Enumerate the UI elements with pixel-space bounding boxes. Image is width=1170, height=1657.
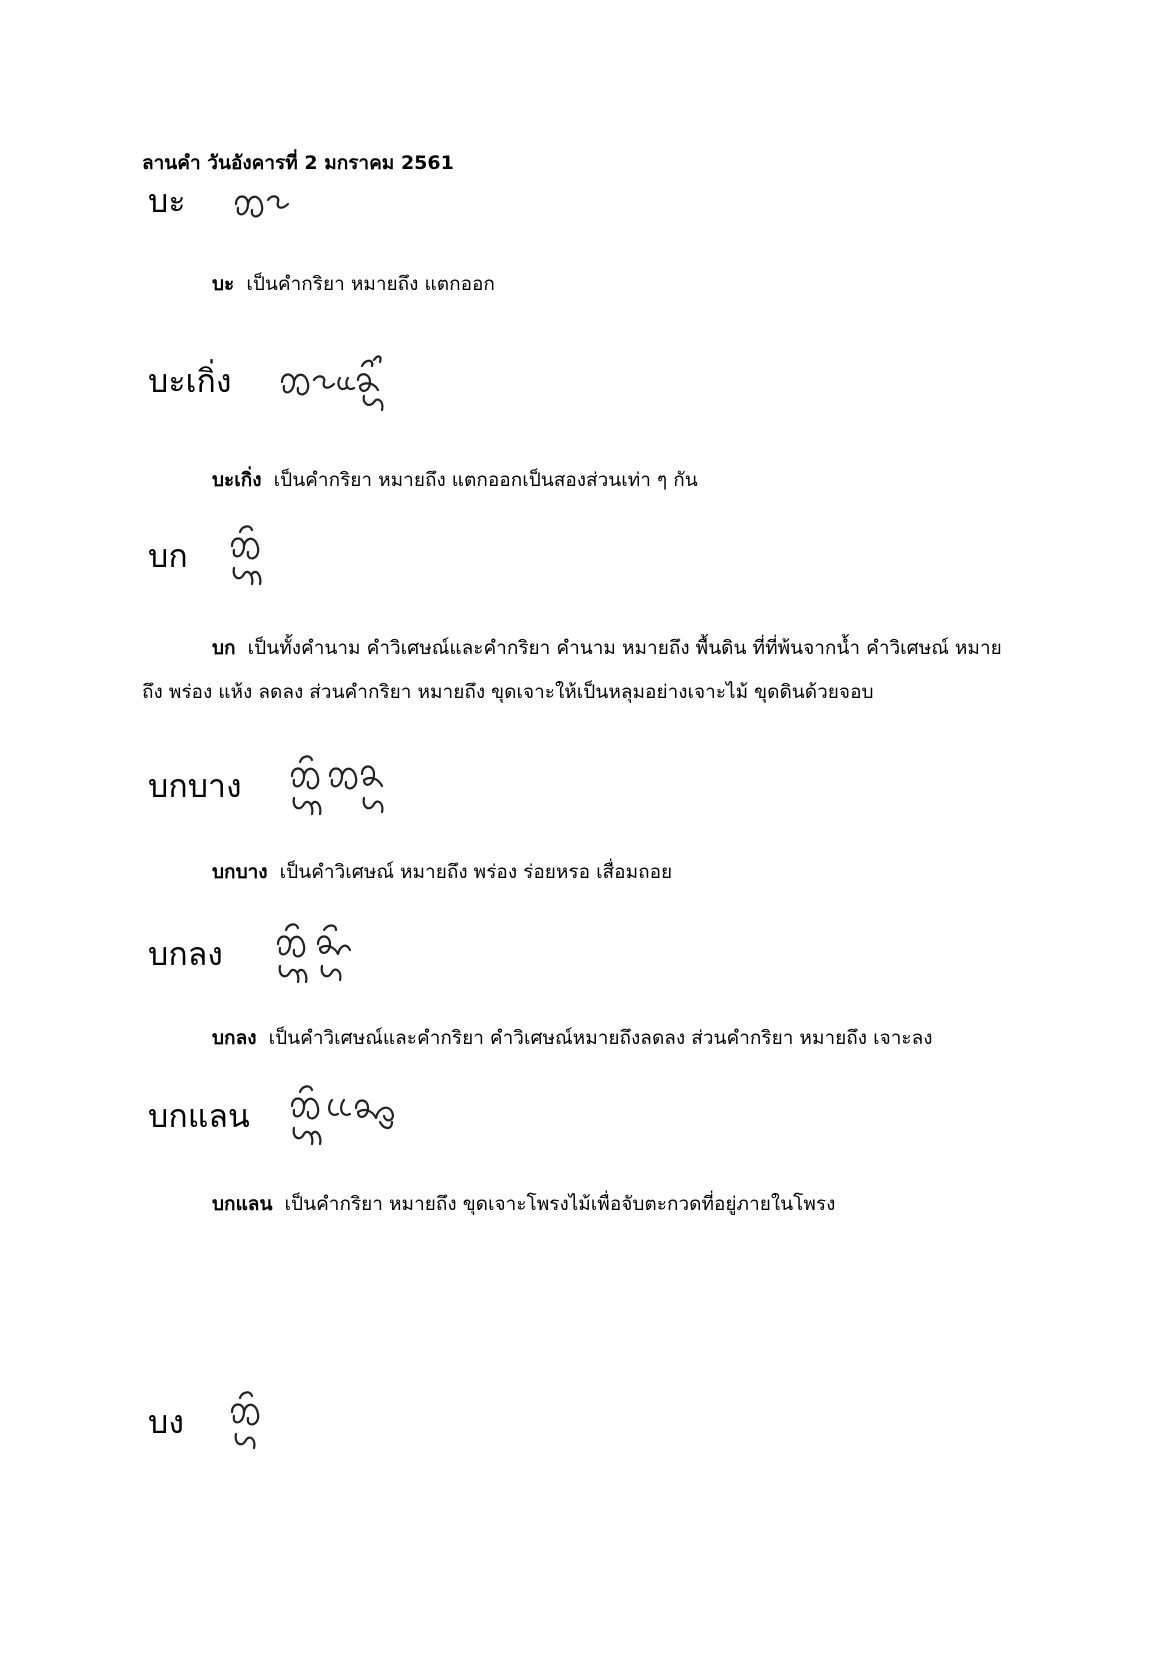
headword-thai: บะ — [148, 182, 186, 220]
definition-text: เป็นคำวิเศษณ์ หมายถึง พร่อง ร่อยหรอ เสื่อมถอย — [279, 861, 673, 883]
definition-paragraph — [142, 626, 1022, 714]
definition-paragraph — [142, 850, 1022, 894]
definition-paragraph — [142, 458, 1022, 502]
document-title: ลานคำ วันอังคารที่ 2 มกราคม 2561 — [142, 152, 454, 174]
tai-script-glyph — [228, 522, 278, 592]
definition-text: เป็นคำวิเศษณ์และคำกริยา คำวิเศษณ์หมายถึงลดลง ส่วนคำกริยา หมายถึง เจาะลง — [268, 1027, 933, 1049]
definition-text: เป็นคำกริยา หมายถึง แตกออกเป็นสองส่วนเท่า ๆ กัน — [273, 469, 698, 491]
tai-script-glyph — [274, 920, 374, 990]
tai-script-glyph — [288, 1082, 438, 1152]
tai-script-glyph — [278, 352, 398, 414]
tai-script-glyph — [288, 752, 408, 822]
headword-thai: บกแลน — [148, 1097, 250, 1135]
definition-text: เป็นทั้งคำนาม คำวิเศษณ์และคำกริยา คำนาม หมายถึง พื้นดิน ที่ที่พ้นจากน้ำ คำวิเศษณ์ หมายถึง พร่อง แห้ง ลดลง ส่วนคำกริยา หมายถึง ขุดเจาะให้เป็นหลุมอย่างเจาะไม้ ขุดดินด้วยจอบ — [142, 637, 1002, 703]
definition-text: เป็นคำกริยา หมายถึง ขุดเจาะโพรงไม้เพื่อจับตะกวดที่อยู่ภายในโพรง — [284, 1193, 836, 1215]
definition-paragraph — [142, 1182, 1022, 1226]
tai-script-glyph — [228, 1388, 278, 1458]
headword-thai: บง — [148, 1403, 184, 1441]
definition-term: บกแลน — [212, 1193, 273, 1215]
definition-term: บกบาง — [212, 861, 268, 883]
definition-term: บะ — [212, 273, 235, 295]
headword-thai: บกลง — [148, 935, 223, 973]
definition-text: เป็นคำกริยา หมายถึง แตกออก — [246, 273, 495, 295]
tai-script-glyph — [232, 190, 292, 230]
headword-thai: บก — [148, 537, 188, 575]
definition-term: บก — [212, 637, 236, 659]
definition-paragraph — [142, 262, 1022, 306]
definition-term: บกลง — [212, 1027, 257, 1049]
headword-thai: บกบาง — [148, 767, 242, 805]
headword-thai: บะเกิ่ง — [148, 362, 232, 400]
definition-paragraph — [142, 1016, 1022, 1060]
definition-term: บะเกิ่ง — [212, 469, 262, 491]
